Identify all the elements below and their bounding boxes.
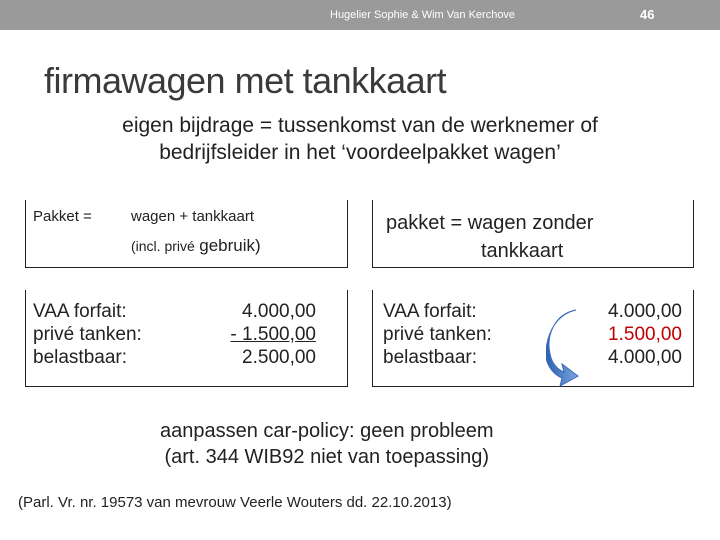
left-value-belastbaar: 2.500,00 [242, 347, 316, 368]
right-value-prive: 1.500,00 [608, 324, 682, 345]
note-text [160, 418, 494, 470]
right-calc-values [584, 300, 682, 369]
slide-subtitle [60, 112, 660, 166]
right-header-line-2: tankkaart [481, 240, 564, 262]
left-label-belastbaar: belastbaar: [33, 347, 128, 368]
left-header-line-2-large: gebruik) [199, 236, 261, 255]
left-calc-values [200, 300, 316, 369]
right-calc-labels [383, 300, 492, 369]
subtitle-line-2: bedrijfsleider in het ‘voordeelpakket wagen’ [159, 141, 561, 164]
left-header-line-2 [131, 236, 261, 256]
right-header-line-1: pakket = wagen zonder [386, 212, 594, 234]
curved-arrow-icon [546, 306, 582, 388]
left-label-prive: privé tanken: [33, 324, 142, 345]
right-label-prive: privé tanken: [383, 324, 492, 345]
subtitle-line-1: eigen bijdrage = tussenkomst van de werknemer of [122, 114, 598, 137]
reference-text: (Parl. Vr. nr. 19573 van mevrouw Veerle Wouters dd. 22.10.2013) [18, 494, 452, 511]
left-calc-labels [33, 300, 142, 369]
right-value-vaa: 4.000,00 [608, 301, 682, 322]
left-label-vaa: VAA forfait: [33, 301, 127, 322]
header-bar [0, 0, 720, 30]
author-text: Hugelier Sophie & Wim Van Kerchove [330, 9, 516, 21]
left-value-prive: - 1.500,00 [230, 324, 316, 345]
note-line-2: (art. 344 WIB92 niet van toepassing) [164, 446, 490, 468]
right-value-belastbaar: 4.000,00 [608, 347, 682, 368]
note-line-1: aanpassen car-policy: geen probleem [160, 420, 494, 442]
pakket-label: Pakket = [33, 208, 92, 225]
right-label-belastbaar: belastbaar: [383, 347, 478, 368]
left-header-line-2-small: (incl. privé [131, 238, 195, 254]
left-header-line-1: wagen + tankkaart [131, 208, 254, 225]
left-value-vaa: 4.000,00 [242, 301, 316, 322]
page-number: 46 [640, 7, 655, 22]
slide-title: firmawagen met tankkaart [44, 60, 447, 101]
right-label-vaa: VAA forfait: [383, 301, 477, 322]
